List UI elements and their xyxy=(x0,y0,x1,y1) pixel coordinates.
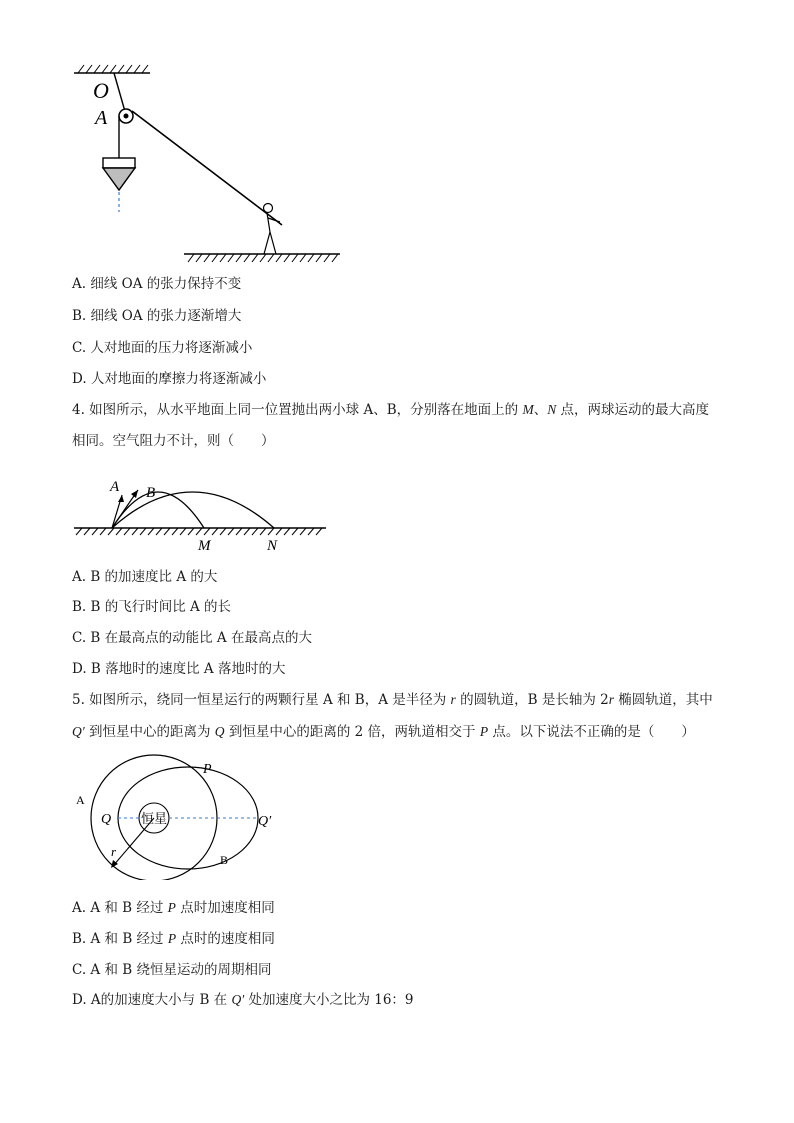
weight-top xyxy=(103,158,135,168)
label-B: B xyxy=(220,853,229,867)
q4-stem-text-b: 点，两球运动的最大高度 xyxy=(556,402,709,418)
q4-stem-line1 xyxy=(72,400,709,420)
q5-option-a xyxy=(72,898,275,918)
q5-option-b-P: P xyxy=(167,931,177,946)
q4-option-a: A. B 的加速度比 A 的大 xyxy=(72,569,218,585)
q5-option-a-text: A. A 和 B 经过 xyxy=(72,900,168,916)
q5-stem-r: r xyxy=(450,692,456,707)
arrow-head-A xyxy=(118,495,124,502)
label-N: N xyxy=(267,538,278,554)
label-M: M xyxy=(198,538,211,554)
q3-option-a: A. 细线 OA 的张力保持不变 xyxy=(72,276,242,292)
q4-option-d: D. B 落地时的速度比 A 落地时的大 xyxy=(72,661,286,677)
q5-option-a-P: P xyxy=(167,900,176,915)
q4-stem-sep: 、 xyxy=(533,402,548,418)
q5-stem-Qp: Q′ xyxy=(72,724,85,739)
q5-stem-Q: Q xyxy=(214,724,225,739)
q4-stem-line2: 相同。空气阻力不计，则（ ） xyxy=(72,433,275,449)
person xyxy=(264,204,281,255)
q5-option-d-text: D. A的加速度大小与 B 在 xyxy=(72,992,232,1008)
q4-stem-text-a: 4. 如图所示，从水平地面上同一位置抛出两小球 A、B，分别落在地面上的 xyxy=(72,402,523,418)
q4-option-c: C. B 在最高点的动能比 A 在最高点的大 xyxy=(72,630,312,646)
label-P: P xyxy=(203,762,212,777)
orbit-figure xyxy=(70,752,290,880)
q5-stem-text-d: 到恒星中心的距离为 xyxy=(84,724,215,740)
trajectory-B xyxy=(112,492,204,528)
q5-option-b-text: B. A 和 B 经过 xyxy=(72,931,168,947)
q3-option-b: B. 细线 OA 的张力逐渐增大 xyxy=(72,308,242,324)
arrow-head-B xyxy=(131,490,138,498)
label-star: 恒星 xyxy=(140,812,168,827)
pulley-axle xyxy=(124,114,129,119)
q5-option-d-text2: 处加速度大小之比为 16：9 xyxy=(244,992,414,1008)
q5-option-d-Qp: Q′ xyxy=(231,992,245,1007)
label-A: A xyxy=(76,793,85,807)
q5-stem-P: P xyxy=(479,724,489,739)
rope xyxy=(132,111,282,225)
q5-option-b-text2: 点时的速度相同 xyxy=(176,931,275,947)
q5-stem-text-f: 点。以下说法不正确的是（ ） xyxy=(488,724,695,740)
label-r: r xyxy=(111,844,117,859)
label-A: A xyxy=(95,107,108,129)
ground-hatch xyxy=(188,254,338,262)
q5-stem-text-e: 到恒星中心的距离的 2 倍，两轨道相交于 xyxy=(224,724,480,740)
pulley-figure xyxy=(60,60,360,270)
q5-option-a-text2: 点时加速度相同 xyxy=(175,900,275,916)
label-A: A xyxy=(110,479,120,495)
q5-stem-text-b: 的圆轨道，B 是长轴为 2 xyxy=(455,692,609,708)
ceiling-hatch xyxy=(78,65,148,73)
q3-option-c: C. 人对地面的压力将逐渐减小 xyxy=(72,340,253,356)
label-O: O xyxy=(93,78,109,103)
trajectory-figure xyxy=(70,462,332,556)
q5-stem-text-c: 椭圆轨道，其中 xyxy=(613,692,713,708)
q5-stem-text-a: 5. 如图所示，绕同一恒星运行的两颗行星 A 和 B，A 是半径为 xyxy=(72,692,451,708)
q5-option-c: C. A 和 B 绕恒星运动的周期相同 xyxy=(72,962,272,978)
weight-cone xyxy=(103,168,135,190)
q5-option-b xyxy=(72,929,275,949)
q3-option-d: D. 人对地面的摩擦力将逐渐减小 xyxy=(72,371,267,387)
label-Qp: Q′ xyxy=(258,814,272,829)
q5-option-d xyxy=(72,990,414,1010)
q5-stem-line2 xyxy=(72,722,695,742)
label-B: B xyxy=(146,485,156,501)
q4-stem-N: N xyxy=(547,402,557,417)
q5-stem-r2: r xyxy=(608,692,614,707)
label-Q: Q xyxy=(101,812,112,827)
q4-stem-M: M xyxy=(522,402,534,417)
q5-stem-line1 xyxy=(72,690,713,710)
trajectory-A xyxy=(112,492,274,528)
ground-hatch xyxy=(76,528,322,535)
q4-option-b: B. B 的飞行时间比 A 的长 xyxy=(72,599,232,615)
